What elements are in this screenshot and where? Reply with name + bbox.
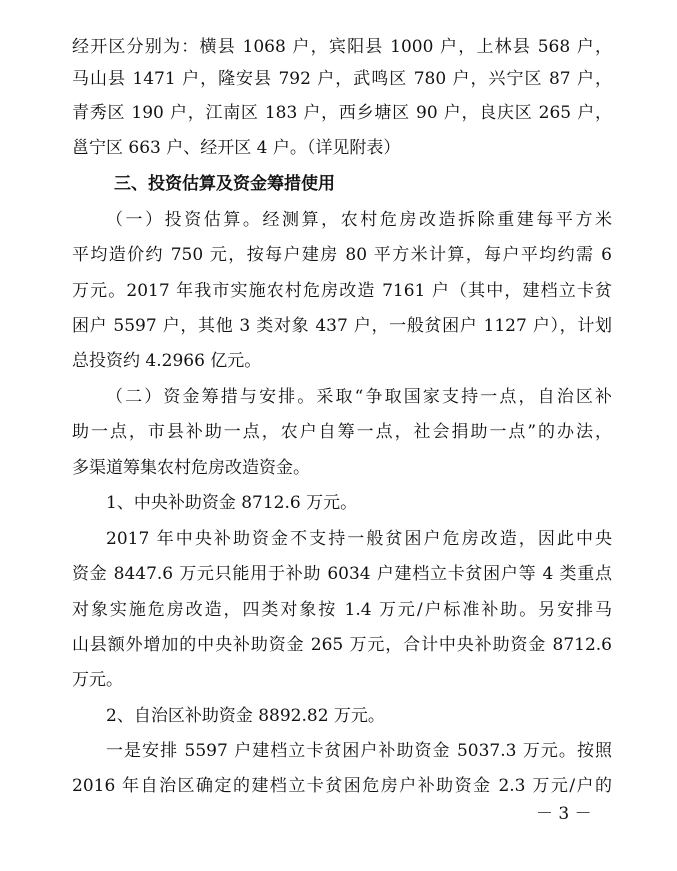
paragraph-funding-line-2: 助一点，市县补助一点，农户自筹一点，社会捐助一点”的办法， xyxy=(72,422,612,442)
paragraph-funding-line-1: （二）资金筹措与安排。采取“争取国家支持一点，自治区补 xyxy=(106,387,612,407)
section-heading: 三、投资估算及资金筹措使用 xyxy=(114,174,335,194)
subheading-autonomous-region-funds: 2、自治区补助资金 8892.82 万元。 xyxy=(106,706,385,726)
paragraph-central-line-2: 资金 8447.6 万元只能用于补助 6034 户建档立卡贫困户等 4 类重点 xyxy=(72,564,612,584)
text-line-2: 马山县 1471 户，隆安县 792 户，武鸣区 780 户，兴宁区 87 户， xyxy=(72,69,612,89)
paragraph-central-line-5: 万元。 xyxy=(72,670,123,690)
text-line-3: 青秀区 190 户，江南区 183 户，西乡塘区 90 户，良庆区 265 户， xyxy=(72,103,612,123)
paragraph-investment-line-2: 平均造价约 750 元，按每户建房 80 平方米计算，每户平均约需 6 xyxy=(72,245,612,265)
paragraph-investment-line-4: 困户 5597 户，其他 3 类对象 437 户，一般贫困户 1127 户），计划 xyxy=(72,316,612,336)
paragraph-investment-line-3: 万元。2017 年我市实施农村危房改造 7161 户（其中，建档立卡贫 xyxy=(72,281,612,301)
paragraph-investment-line-1: （一）投资估算。经测算，农村危房改造拆除重建每平方米 xyxy=(106,210,612,230)
paragraph-funding-line-3: 多渠道筹集农村危房改造资金。 xyxy=(72,458,310,478)
page-number: － 3 － xyxy=(536,804,592,824)
paragraph-central-line-1: 2017 年中央补助资金不支持一般贫困户危房改造，因此中央 xyxy=(106,529,612,549)
paragraph-region-line-1: 一是安排 5597 户建档立卡贫困户补助资金 5037.3 万元。按照 xyxy=(106,741,612,761)
paragraph-central-line-4: 山县额外增加的中央补助资金 265 万元，合计中央补助资金 8712.6 xyxy=(72,635,612,655)
paragraph-central-line-3: 对象实施危房改造，四类对象按 1.4 万元/户标准补助。另安排马 xyxy=(72,600,612,620)
text-line-1: 经开区分别为：横县 1068 户，宾阳县 1000 户，上林县 568 户， xyxy=(72,37,612,57)
paragraph-region-line-2: 2016 年自治区确定的建档立卡贫困危房户补助资金 2.3 万元/户的 xyxy=(72,776,612,796)
subheading-central-funds: 1、中央补助资金 8712.6 万元。 xyxy=(106,493,358,513)
text-line-4: 邕宁区 663 户、经开区 4 户。（详见附表） xyxy=(72,138,401,158)
paragraph-investment-line-5: 总投资约 4.2966 亿元。 xyxy=(72,351,262,371)
